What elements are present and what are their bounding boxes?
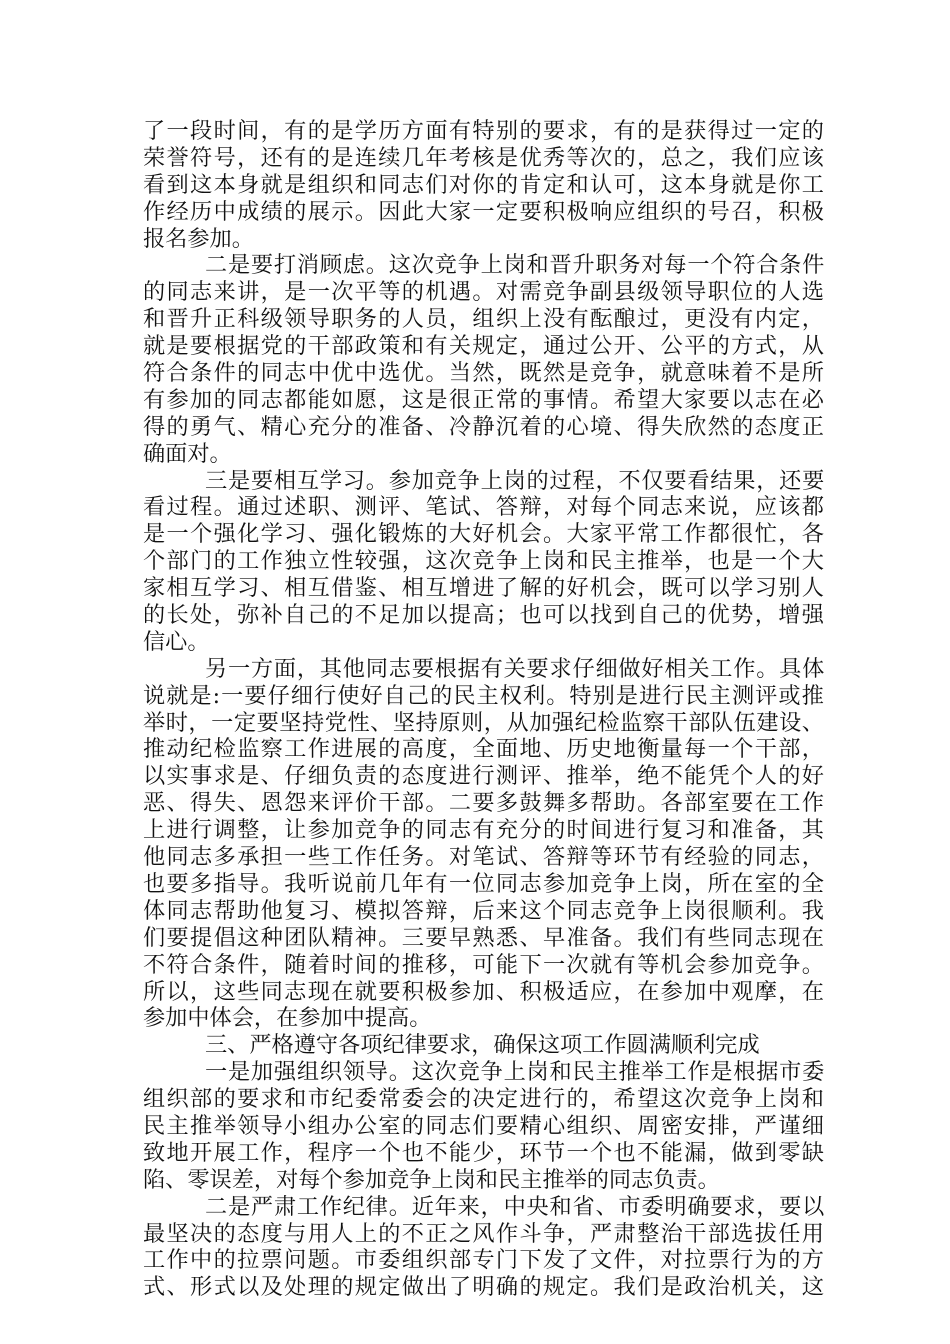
document-body <box>143 118 825 1301</box>
text-line: 报名参加。 <box>143 225 254 252</box>
text-line: 荣誉符号，还有的是连续几年考核是优秀等次的，总之，我们应该 <box>143 144 826 171</box>
text-line: 信心。 <box>143 628 210 655</box>
text-line: 一是加强组织领导。这次竞争上岗和民主推举工作是根据市委 <box>205 1059 826 1086</box>
text-line: 看到这本身就是组织和同志们对你的肯定和认可，这本身就是你工 <box>143 171 826 198</box>
text-line: 得的勇气、精心充分的准备、冷静沉着的心境、得失欣然的态度正 <box>143 413 826 440</box>
text-line: 家相互学习、相互借鉴、相互增进了解的好机会，既可以学习别人 <box>143 575 826 602</box>
text-line: 陷、零误差，对每个参加竞争上岗和民主推举的同志负责。 <box>143 1166 720 1193</box>
text-line: 的长处，弥补自己的不足加以提高；也可以找到自己的优势，增强 <box>143 602 826 629</box>
text-line: 二是严肃工作纪律。近年来，中央和省、市委明确要求，要以 <box>205 1193 826 1220</box>
text-line: 参加中体会，在参加中提高。 <box>143 1005 432 1032</box>
text-line: 作经历中成绩的展示。因此大家一定要积极响应组织的号召，积极 <box>143 198 826 225</box>
text-line: 们要提倡这种团队精神。三要早熟悉、早准备。我们有些同志现在 <box>143 924 826 951</box>
text-line: 式、形式以及处理的规定做出了明确的规定。我们是政治机关，这 <box>143 1274 826 1301</box>
text-line: 三是要相互学习。参加竞争上岗的过程，不仅要看结果，还要 <box>205 467 826 494</box>
text-line: 所以，这些同志现在就要积极参加、积极适应，在参加中观摩，在 <box>143 978 826 1005</box>
text-line: 以实事求是、仔细负责的态度进行测评、推举，绝不能凭个人的好 <box>143 763 826 790</box>
text-line: 民主推举领导小组办公室的同志们要精心组织、周密安排，严谨细 <box>143 1112 826 1139</box>
text-line: 的同志来讲，是一次平等的机遇。对需竞争副县级领导职位的人选 <box>143 279 826 306</box>
text-line: 二是要打消顾虑。这次竞争上岗和晋升职务对每一个符合条件 <box>205 252 826 279</box>
text-line: 举时，一定要坚持党性、坚持原则，从加强纪检监察干部队伍建设、 <box>143 709 825 736</box>
text-line: 也要多指导。我听说前几年有一位同志参加竞争上岗，所在室的全 <box>143 870 826 897</box>
text-line: 是一个强化学习、强化锻炼的大好机会。大家平常工作都很忙，各 <box>143 521 826 548</box>
text-line: 了一段时间，有的是学历方面有特别的要求，有的是获得过一定的 <box>143 118 826 144</box>
text-line: 不符合条件，随着时间的推移，可能下一次就有等机会参加竞争。 <box>143 951 826 978</box>
text-line: 说就是:一要仔细行使好自己的民主权利。特别是进行民主测评或推 <box>143 682 825 709</box>
text-line: 致地开展工作，程序一个也不能少，环节一个也不能漏，做到零缺 <box>143 1139 826 1166</box>
text-line: 工作中的拉票问题。市委组织部专门下发了文件，对拉票行为的方 <box>143 1247 826 1274</box>
text-line: 有参加的同志都能如愿，这是很正常的事情。希望大家要以志在必 <box>143 386 826 413</box>
text-line: 符合条件的同志中优中选优。当然，既然是竞争，就意味着不是所 <box>143 360 826 387</box>
text-line: 看过程。通过述职、测评、笔试、答辩，对每个同志来说，应该都 <box>143 494 826 521</box>
text-line: 推动纪检监察工作进展的高度，全面地、历史地衡量每一个干部， <box>143 736 826 763</box>
text-line: 就是要根据党的干部政策和有关规定，通过公开、公平的方式，从 <box>143 333 826 360</box>
text-line: 个部门的工作独立性较强，这次竞争上岗和民主推举，也是一个大 <box>143 548 826 575</box>
text-line: 和晋升正科级领导职务的人员，组织上没有酝酿过，更没有内定， <box>143 306 826 333</box>
text-line: 三、严格遵守各项纪律要求，确保这项工作圆满顺利完成 <box>205 1032 760 1059</box>
text-line: 确面对。 <box>143 440 232 467</box>
text-line: 恶、得失、恩怨来评价干部。二要多鼓舞多帮助。各部室要在工作 <box>143 790 826 817</box>
text-line: 他同志多承担一些工作任务。对笔试、答辩等环节有经验的同志， <box>143 844 826 871</box>
text-line: 另一方面，其他同志要根据有关要求仔细做好相关工作。具体 <box>205 655 826 682</box>
text-line: 最坚决的态度与用人上的不正之风作斗争，严肃整治干部选拔任用 <box>143 1220 826 1247</box>
text-line: 体同志帮助他复习、模拟答辩，后来这个同志竞争上岗很顺利。我 <box>143 897 826 924</box>
text-line: 组织部的要求和市纪委常委会的决定进行的，希望这次竞争上岗和 <box>143 1086 826 1113</box>
text-line: 上进行调整，让参加竞争的同志有充分的时间进行复习和准备，其 <box>143 817 826 844</box>
